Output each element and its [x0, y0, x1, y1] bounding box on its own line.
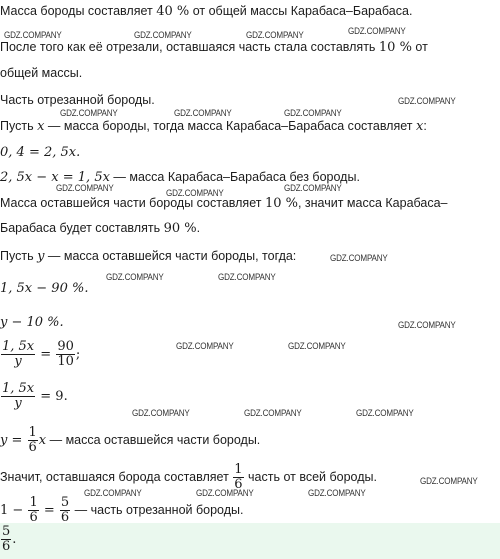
watermark-text: GDZ.COMPANY: [106, 272, 164, 283]
statement-line-1: [0, 4, 412, 19]
text: , значит масса Карабаса–: [297, 196, 448, 210]
text: Масса оставшейся части бороды составляет: [0, 196, 265, 210]
fraction: [1, 525, 11, 554]
math-var: x: [38, 432, 47, 448]
text: часть от всей бороды.: [244, 469, 377, 484]
watermark-text: GDZ.COMPANY: [244, 408, 302, 419]
text: — масса оставшейся части бороды.: [46, 432, 261, 447]
equals: =: [39, 502, 59, 518]
highlight-band: [0, 523, 500, 559]
equals: =: [36, 346, 56, 362]
solution-line-10: [0, 249, 296, 264]
numerator: 1: [29, 495, 38, 510]
watermark-text: GDZ.COMPANY: [218, 272, 276, 283]
question-line: Часть отрезанной бороды.: [0, 93, 155, 107]
solution-line-9: [0, 221, 200, 236]
text: После того как её отрезали, оставшаяся часть стала составлять: [0, 40, 379, 54]
text: от общей массы Карабаса–Барабаса.: [189, 4, 413, 18]
statement-line-2: [0, 40, 428, 55]
solution-line-5: [0, 119, 427, 134]
math-expression: y − 10 %.: [0, 315, 64, 330]
text: от: [411, 40, 428, 54]
watermark-text: GDZ.COMPANY: [284, 183, 342, 194]
watermark-text: GDZ.COMPANY: [246, 30, 304, 41]
fraction: [28, 496, 38, 525]
math-expression: 1 −: [0, 502, 28, 518]
watermark-text: GDZ.COMPANY: [348, 26, 406, 37]
text: Барабаса будет составлять: [0, 221, 164, 235]
watermark-text: GDZ.COMPANY: [4, 30, 62, 41]
numerator: 90: [57, 339, 74, 354]
math-value: 90 %: [163, 221, 197, 236]
watermark-text: GDZ.COMPANY: [308, 488, 366, 499]
punct: ;: [75, 346, 81, 362]
math-value: 40 %: [156, 4, 190, 19]
text: — масса бороды, тогда масса Карабаса–Барабаса составляет: [44, 119, 416, 133]
text: — масса Карабаса–Барабаса без бороды.: [109, 170, 360, 184]
watermark-text: GDZ.COMPANY: [56, 183, 114, 194]
watermark-text: GDZ.COMPANY: [166, 188, 224, 199]
watermark-text: GDZ.COMPANY: [330, 253, 388, 264]
watermark-text: GDZ.COMPANY: [84, 488, 142, 499]
math-expression: = 9.: [36, 388, 68, 404]
equation-line-11: [0, 281, 88, 296]
denominator: y: [14, 396, 22, 411]
numerator: 1, 5x: [2, 381, 35, 396]
math-expression: 0, 4 = 2, 5x.: [0, 145, 81, 160]
math-value: 10 %: [264, 196, 298, 211]
text: Пусть: [0, 249, 38, 263]
watermark-text: GDZ.COMPANY: [176, 341, 234, 352]
watermark-text: GDZ.COMPANY: [132, 408, 190, 419]
fraction: [28, 426, 38, 455]
denominator: 6: [60, 510, 70, 525]
equation-line-15: [0, 426, 260, 455]
denominator: 6: [234, 477, 243, 492]
fraction: [1, 340, 35, 369]
numerator: 5: [2, 524, 11, 539]
denominator: 10: [57, 354, 74, 369]
math-expression: 2, 5x − x = 1, 5x: [0, 170, 110, 185]
denominator: y: [14, 354, 22, 369]
answer-line: [0, 525, 16, 554]
fraction: [56, 340, 75, 369]
watermark-text: GDZ.COMPANY: [60, 108, 118, 119]
equation-line-17: [0, 496, 243, 525]
math-expression: 1, 5x − 90 %.: [0, 281, 89, 296]
proportion-line: [0, 340, 80, 369]
text: — часть отрезанной бороды.: [71, 502, 244, 517]
text: Значит, оставшаяся борода составляет: [0, 469, 233, 484]
math-var: x: [37, 119, 45, 134]
math-value: 10 %: [378, 40, 412, 55]
numerator: 1: [234, 462, 243, 477]
fraction: [1, 382, 35, 411]
watermark-text: GDZ.COMPANY: [356, 408, 414, 419]
watermark-text: GDZ.COMPANY: [288, 341, 346, 352]
text: — масса оставшейся части бороды, тогда:: [44, 249, 297, 263]
watermark-text: GDZ.COMPANY: [420, 476, 478, 487]
numerator: 1: [28, 425, 37, 440]
math-expression: y =: [0, 432, 27, 448]
fraction: [60, 496, 70, 525]
watermark-text: GDZ.COMPANY: [196, 488, 254, 499]
watermark-text: GDZ.COMPANY: [134, 30, 192, 41]
text: .: [196, 221, 201, 235]
equation-line-12: [0, 315, 64, 330]
watermark-text: GDZ.COMPANY: [284, 108, 342, 119]
math-var: y: [37, 249, 45, 264]
numerator: 1, 5x: [2, 339, 35, 354]
denominator: 6: [28, 440, 37, 455]
statement-line-3: общей массы.: [0, 66, 83, 80]
equation-line-6: [0, 145, 80, 160]
numerator: 5: [60, 495, 70, 510]
math-var: x: [415, 119, 424, 134]
punct: .: [12, 531, 17, 547]
watermark-text: GDZ.COMPANY: [174, 108, 232, 119]
equation-line-14: [0, 382, 68, 411]
denominator: 6: [2, 539, 11, 554]
text: Масса бороды составляет: [0, 4, 157, 18]
text: :: [423, 119, 427, 133]
denominator: 6: [29, 510, 38, 525]
watermark-text: GDZ.COMPANY: [398, 320, 456, 331]
watermark-text: GDZ.COMPANY: [398, 96, 456, 107]
text: Пусть: [0, 119, 38, 133]
